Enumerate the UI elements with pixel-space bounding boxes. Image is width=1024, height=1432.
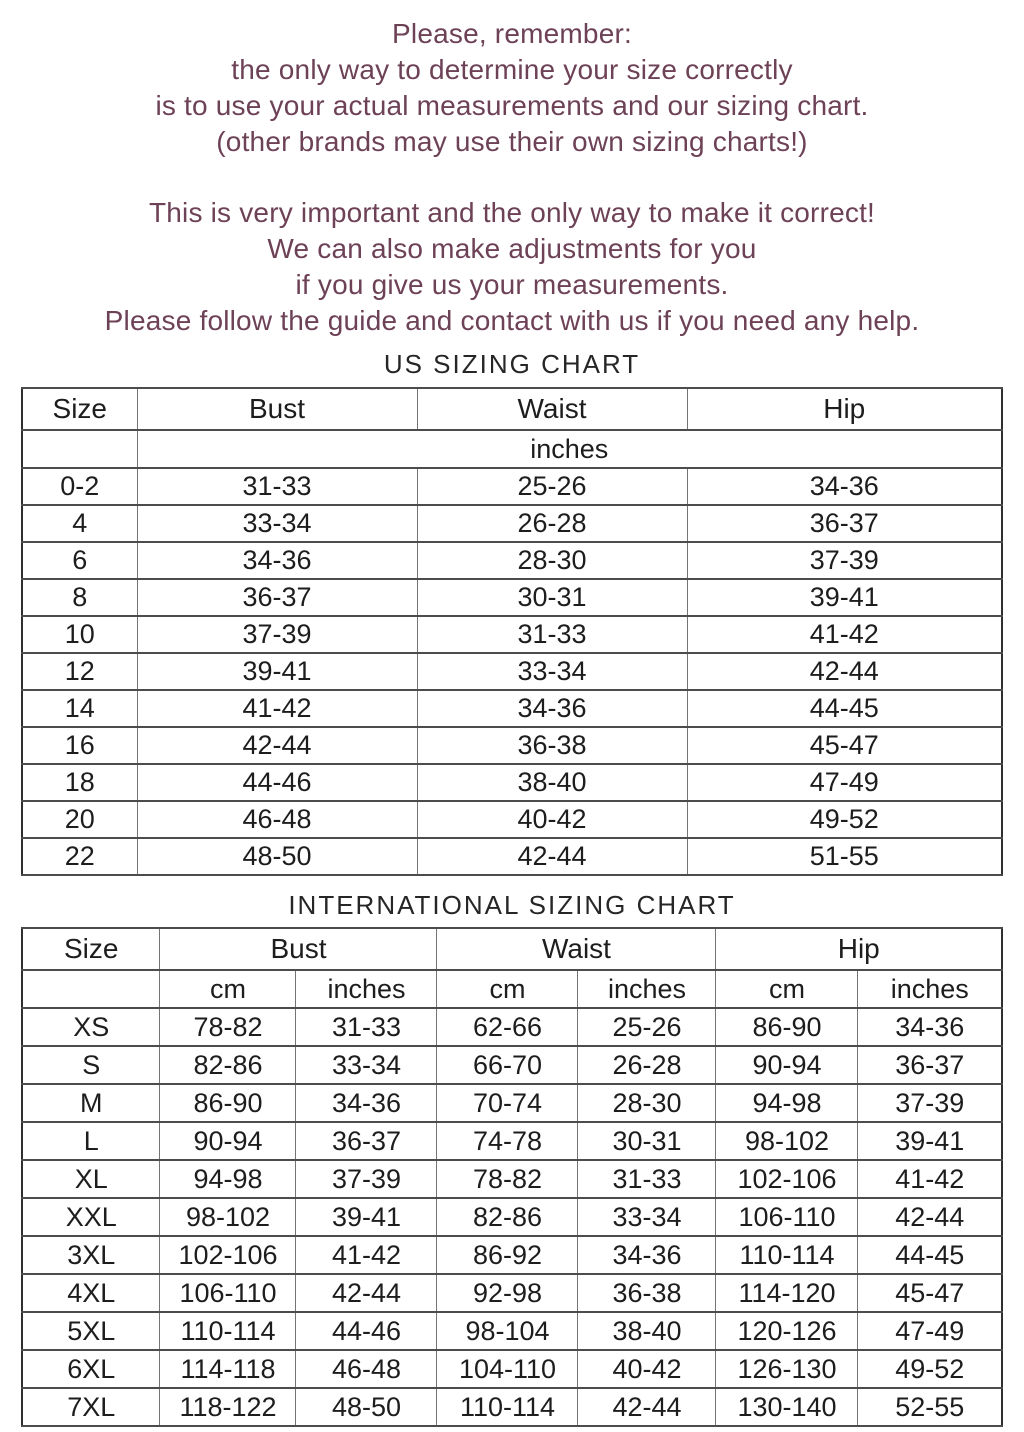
table-cell: 110-114	[160, 1312, 296, 1350]
table-cell: 30-31	[417, 579, 687, 616]
table-cell: 3XL	[22, 1236, 160, 1274]
table-cell: 7XL	[22, 1388, 160, 1426]
table-cell: 28-30	[417, 542, 687, 579]
table-cell: 47-49	[687, 764, 1002, 801]
us-column-header-bust: Bust	[137, 388, 417, 430]
table-row	[22, 1198, 1002, 1236]
table-cell: 47-49	[858, 1312, 1002, 1350]
table-row	[22, 1350, 1002, 1388]
table-cell: 106-110	[716, 1198, 858, 1236]
table-cell: 41-42	[687, 616, 1002, 653]
intro-line: (other brands may use their own sizing charts!)	[216, 126, 808, 157]
intl-column-header-size: Size	[22, 928, 160, 970]
table-row	[22, 616, 1002, 653]
table-cell: 102-106	[716, 1160, 858, 1198]
table-cell: 42-44	[687, 653, 1002, 690]
intro-text	[0, 0, 1024, 339]
intl-unit-label-hip-cm: cm	[716, 970, 858, 1008]
table-cell: 31-33	[417, 616, 687, 653]
table-cell: 74-78	[437, 1122, 578, 1160]
table-cell: 41-42	[858, 1160, 1002, 1198]
table-cell: 92-98	[437, 1274, 578, 1312]
table-cell: 36-37	[858, 1046, 1002, 1084]
table-cell: 45-47	[687, 727, 1002, 764]
intl-table-body	[22, 1008, 1002, 1426]
table-cell: 106-110	[160, 1274, 296, 1312]
table-cell: M	[22, 1084, 160, 1122]
table-cell: 44-45	[858, 1236, 1002, 1274]
table-cell: 16	[22, 727, 137, 764]
table-cell: 33-34	[578, 1198, 716, 1236]
intro-line: the only way to determine your size correctly	[231, 54, 793, 85]
table-cell: 120-126	[716, 1312, 858, 1350]
table-cell: 0-2	[22, 468, 137, 505]
table-cell: 33-34	[137, 505, 417, 542]
us-units-label: inches	[137, 430, 1002, 468]
international-sizing-table	[21, 927, 1003, 1427]
table-cell: 36-38	[417, 727, 687, 764]
table-cell: 34-36	[137, 542, 417, 579]
table-cell: 34-36	[296, 1084, 437, 1122]
table-row	[22, 1122, 1002, 1160]
table-row	[22, 1274, 1002, 1312]
table-row	[22, 1160, 1002, 1198]
table-cell: 49-52	[687, 801, 1002, 838]
table-cell: 42-44	[296, 1274, 437, 1312]
table-cell: 4	[22, 505, 137, 542]
table-cell: 62-66	[437, 1008, 578, 1046]
table-cell: 36-37	[296, 1122, 437, 1160]
empty-cell	[22, 430, 137, 468]
us-sizing-table	[21, 387, 1003, 876]
table-cell: 31-33	[296, 1008, 437, 1046]
table-cell: 34-36	[858, 1008, 1002, 1046]
us-column-header-hip: Hip	[687, 388, 1002, 430]
table-cell: 39-41	[296, 1198, 437, 1236]
table-cell: 52-55	[858, 1388, 1002, 1426]
intl-unit-label-waist-cm: cm	[437, 970, 578, 1008]
table-row	[22, 1236, 1002, 1274]
intro-line: Please, remember:	[392, 18, 632, 49]
table-cell: 86-92	[437, 1236, 578, 1274]
intro-line: Please follow the guide and contact with us if you need any help.	[104, 305, 920, 336]
intl-column-header-waist: Waist	[437, 928, 716, 970]
intro-line: is to use your actual measurements and our sizing chart.	[155, 90, 869, 121]
table-cell: 98-102	[716, 1122, 858, 1160]
table-cell: 86-90	[160, 1084, 296, 1122]
table-cell: 90-94	[160, 1122, 296, 1160]
table-cell: 40-42	[417, 801, 687, 838]
table-cell: 25-26	[417, 468, 687, 505]
table-cell: 4XL	[22, 1274, 160, 1312]
intl-unit-label-waist-inches: inches	[578, 970, 716, 1008]
table-cell: 44-46	[137, 764, 417, 801]
table-cell: 42-44	[578, 1388, 716, 1426]
table-cell: 98-104	[437, 1312, 578, 1350]
table-cell: 37-39	[296, 1160, 437, 1198]
intl-table-header-row	[22, 928, 1002, 970]
table-cell: 26-28	[417, 505, 687, 542]
table-cell: 26-28	[578, 1046, 716, 1084]
table-cell: 70-74	[437, 1084, 578, 1122]
empty-cell	[22, 970, 160, 1008]
table-cell: 12	[22, 653, 137, 690]
us-column-header-size: Size	[22, 388, 137, 430]
table-row	[22, 764, 1002, 801]
table-cell: 10	[22, 616, 137, 653]
table-row	[22, 1084, 1002, 1122]
table-cell: 14	[22, 690, 137, 727]
table-row	[22, 579, 1002, 616]
intl-column-header-bust: Bust	[160, 928, 437, 970]
table-cell: 8	[22, 579, 137, 616]
table-cell: 6	[22, 542, 137, 579]
table-cell: 41-42	[137, 690, 417, 727]
table-cell: 49-52	[858, 1350, 1002, 1388]
table-row	[22, 801, 1002, 838]
table-row	[22, 1312, 1002, 1350]
table-cell: 102-106	[160, 1236, 296, 1274]
table-cell: 36-37	[137, 579, 417, 616]
table-cell: 36-37	[687, 505, 1002, 542]
table-row	[22, 727, 1002, 764]
table-cell: 31-33	[578, 1160, 716, 1198]
table-cell: 42-44	[417, 838, 687, 875]
table-cell: 110-114	[716, 1236, 858, 1274]
table-cell: 37-39	[687, 542, 1002, 579]
intl-unit-label-bust-cm: cm	[160, 970, 296, 1008]
table-cell: XXL	[22, 1198, 160, 1236]
table-row	[22, 542, 1002, 579]
intro-paragraph-1	[0, 16, 1024, 160]
table-row	[22, 1388, 1002, 1426]
table-cell: 44-46	[296, 1312, 437, 1350]
table-row	[22, 838, 1002, 875]
table-cell: 78-82	[160, 1008, 296, 1046]
table-row	[22, 1046, 1002, 1084]
table-cell: 94-98	[716, 1084, 858, 1122]
table-cell: 66-70	[437, 1046, 578, 1084]
table-cell: 37-39	[858, 1084, 1002, 1122]
table-cell: 130-140	[716, 1388, 858, 1426]
table-cell: 110-114	[437, 1388, 578, 1426]
table-cell: S	[22, 1046, 160, 1084]
table-cell: 48-50	[296, 1388, 437, 1426]
intro-paragraph-2	[0, 195, 1024, 339]
table-row	[22, 1008, 1002, 1046]
table-cell: 37-39	[137, 616, 417, 653]
table-cell: 34-36	[417, 690, 687, 727]
table-row	[22, 653, 1002, 690]
table-cell: 40-42	[578, 1350, 716, 1388]
table-cell: 104-110	[437, 1350, 578, 1388]
us-table-units-row	[22, 430, 1002, 468]
table-cell: 18	[22, 764, 137, 801]
table-cell: 114-120	[716, 1274, 858, 1312]
table-cell: 118-122	[160, 1388, 296, 1426]
table-cell: 38-40	[417, 764, 687, 801]
intro-line: if you give us your measurements.	[295, 269, 729, 300]
table-cell: 94-98	[160, 1160, 296, 1198]
table-cell: 82-86	[160, 1046, 296, 1084]
intl-table-units-row	[22, 970, 1002, 1008]
us-table-body	[22, 468, 1002, 875]
table-cell: 78-82	[437, 1160, 578, 1198]
table-cell: 42-44	[858, 1198, 1002, 1236]
table-cell: 42-44	[137, 727, 417, 764]
intl-unit-label-bust-inches: inches	[296, 970, 437, 1008]
table-cell: 33-34	[296, 1046, 437, 1084]
us-chart-title: US SIZING CHART	[383, 349, 641, 379]
table-cell: 33-34	[417, 653, 687, 690]
us-column-header-waist: Waist	[417, 388, 687, 430]
us-table-header-row	[22, 388, 1002, 430]
table-cell: 31-33	[137, 468, 417, 505]
table-cell: 39-41	[858, 1122, 1002, 1160]
table-cell: 5XL	[22, 1312, 160, 1350]
table-cell: 44-45	[687, 690, 1002, 727]
table-cell: XS	[22, 1008, 160, 1046]
table-cell: 45-47	[858, 1274, 1002, 1312]
table-cell: 39-41	[137, 653, 417, 690]
table-cell: 30-31	[578, 1122, 716, 1160]
table-cell: 38-40	[578, 1312, 716, 1350]
table-cell: 82-86	[437, 1198, 578, 1236]
table-cell: 39-41	[687, 579, 1002, 616]
table-cell: 25-26	[578, 1008, 716, 1046]
table-cell: 114-118	[160, 1350, 296, 1388]
table-row	[22, 505, 1002, 542]
table-cell: 46-48	[137, 801, 417, 838]
table-cell: 48-50	[137, 838, 417, 875]
table-cell: XL	[22, 1160, 160, 1198]
table-cell: 41-42	[296, 1236, 437, 1274]
table-cell: 90-94	[716, 1046, 858, 1084]
table-cell: 51-55	[687, 838, 1002, 875]
table-cell: 34-36	[578, 1236, 716, 1274]
table-cell: 98-102	[160, 1198, 296, 1236]
table-cell: 6XL	[22, 1350, 160, 1388]
international-chart-title: INTERNATIONAL SIZING CHART	[288, 890, 736, 920]
intl-column-header-hip: Hip	[716, 928, 1002, 970]
table-cell: 22	[22, 838, 137, 875]
table-cell: 36-38	[578, 1274, 716, 1312]
intro-line: We can also make adjustments for you	[267, 233, 757, 264]
table-cell: 86-90	[716, 1008, 858, 1046]
intl-unit-label-hip-inches: inches	[858, 970, 1002, 1008]
table-cell: 28-30	[578, 1084, 716, 1122]
table-row	[22, 468, 1002, 505]
table-cell: 20	[22, 801, 137, 838]
table-cell: 46-48	[296, 1350, 437, 1388]
table-row	[22, 690, 1002, 727]
table-cell: 34-36	[687, 468, 1002, 505]
intro-line: This is very important and the only way to make it correct!	[148, 197, 876, 228]
table-cell: 126-130	[716, 1350, 858, 1388]
table-cell: L	[22, 1122, 160, 1160]
